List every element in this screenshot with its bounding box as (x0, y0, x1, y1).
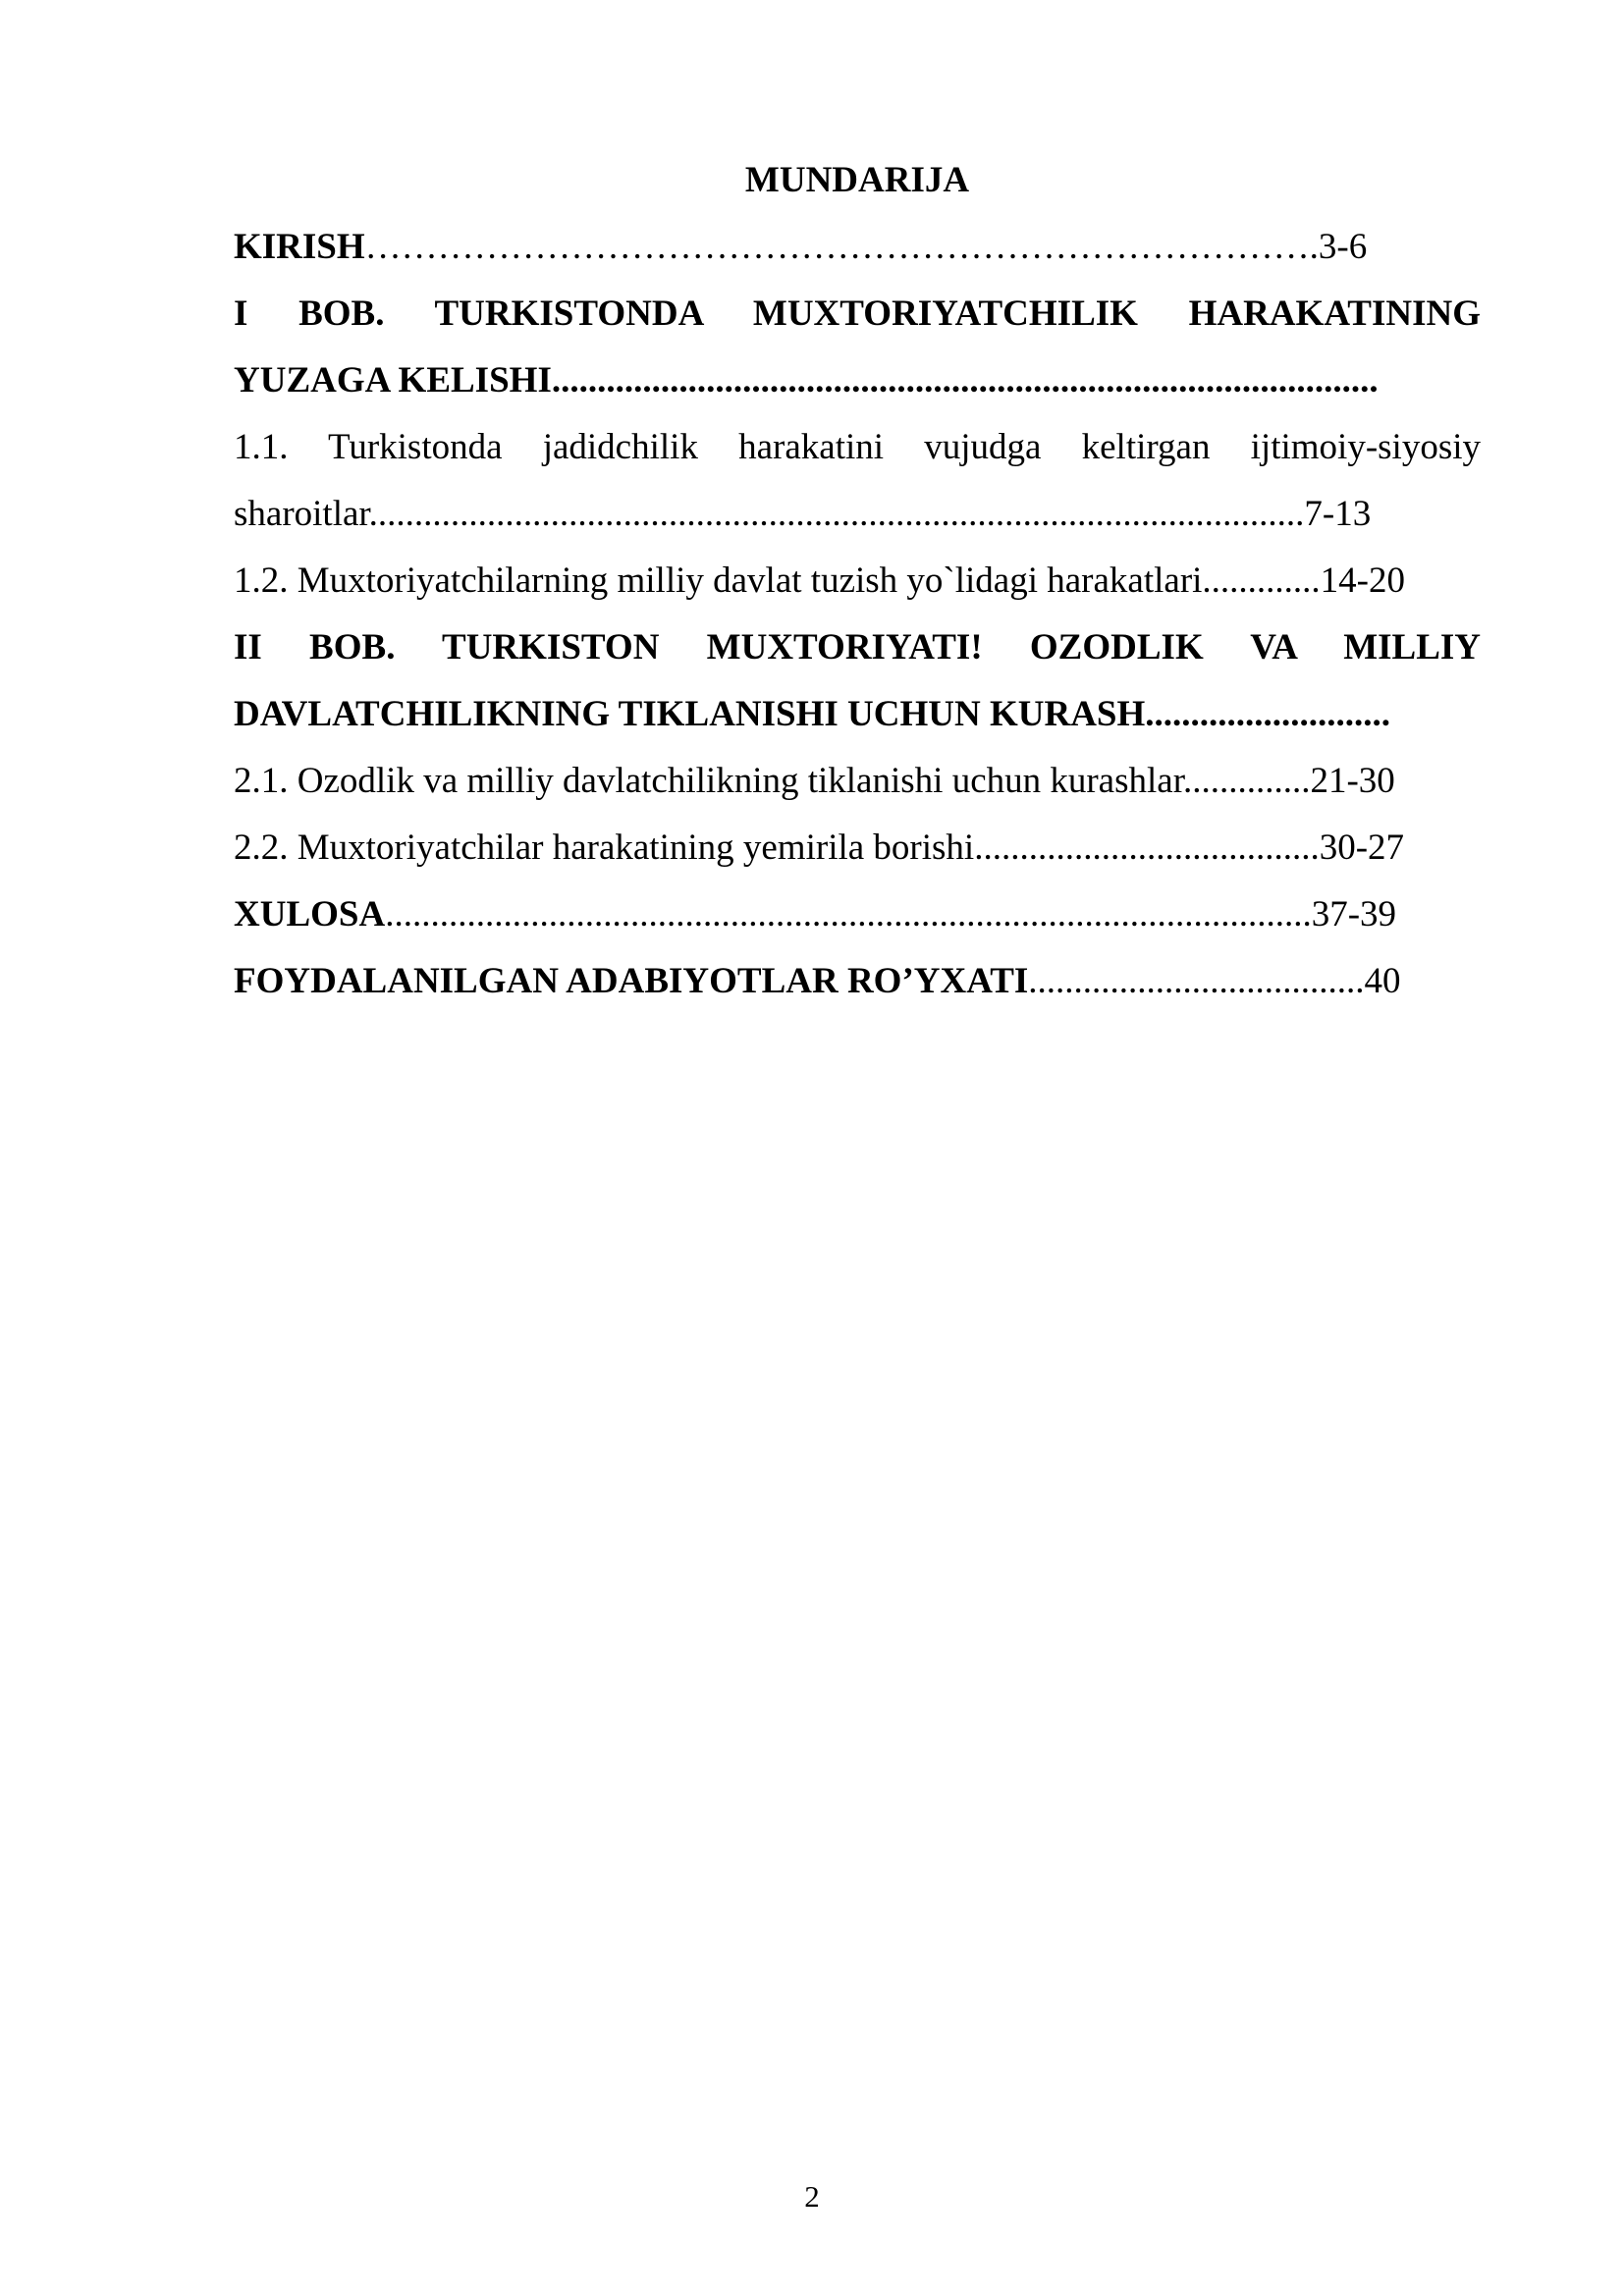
toc-entry-chapter-2-line-1: II BOB. TURKISTON MUXTORIYATI! OZODLIK VA MILLIY (234, 627, 1481, 667)
toc-entry-leader: …………………………………………………………………….3-6 (364, 227, 1368, 267)
toc-entry-kirish (234, 214, 1481, 281)
toc-entry-xulosa (234, 881, 1481, 948)
toc-entry-title: FOYDALANILGAN ADABIYOTLAR RO’YXATI (234, 961, 1029, 1001)
toc-entry-section-1-2: 1.2. Muxtoriyatchilarning milliy davlat tuzish yo`lidagi harakatlari.............14-20 (234, 561, 1405, 601)
toc-entry-section-1-1-line-2: sharoitlar.......................................................................................................7-13 (234, 494, 1372, 534)
toc-entry-title: XULOSA (234, 894, 386, 934)
toc-heading: MUNDARIJA (744, 160, 970, 200)
toc-entry-chapter-2-line-2: DAVLATCHILIKNING TIKLANISHI UCHUN KURASH........................... (234, 694, 1391, 734)
toc-entry-title: KIRISH (234, 227, 365, 267)
toc-entry-section-2-2: 2.2. Muxtoriyatchilar harakatining yemirila borishi......................................30-27 (234, 828, 1405, 868)
toc-entry-leader: .....................................40 (1028, 961, 1401, 1001)
table-of-contents (234, 147, 1481, 1015)
toc-entry-section-2-1: 2.1. Ozodlik va milliy davlatchilikning tiklanishi uchun kurashlar..............21-30 (234, 761, 1395, 801)
toc-entry-leader: ......................................................................................................37-39 (385, 894, 1397, 934)
toc-entry-section-1-1-line-1: 1.1. Turkistonda jadidchilik harakatini vujudga keltirgan ijtimoiy-siyosiy (234, 427, 1481, 467)
page-number: 2 (804, 2179, 820, 2214)
toc-entry-bibliography (234, 948, 1481, 1015)
toc-entry-chapter-1-line-2: YUZAGA KELISHI........................................................................................... (234, 360, 1379, 400)
toc-entry-chapter-1-line-1: I BOB. TURKISTONDA MUXTORIYATCHILIK HARAKATINING (234, 294, 1481, 334)
